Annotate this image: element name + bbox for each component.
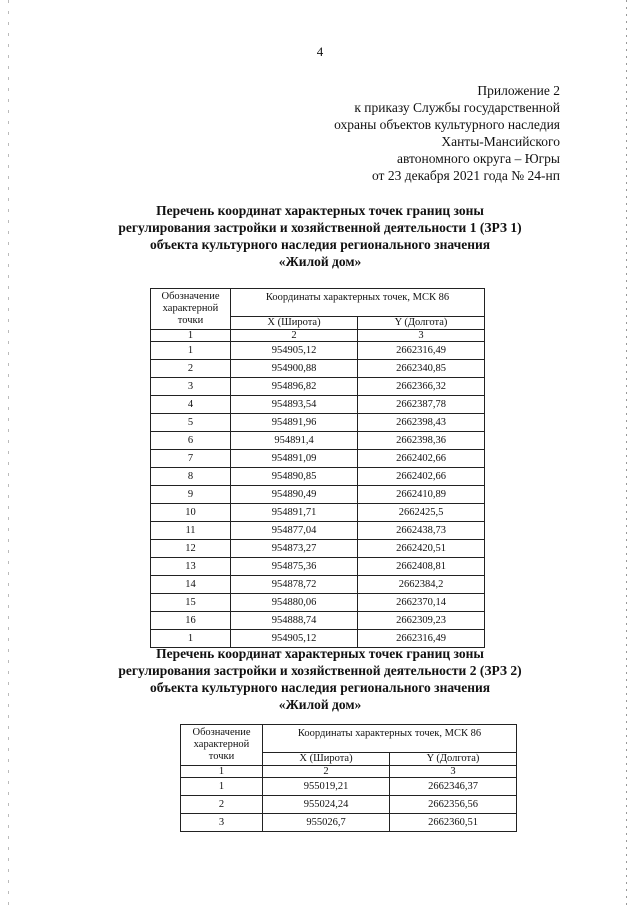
x-cell: 954873,27 [231, 540, 358, 558]
x-cell: 954888,74 [231, 612, 358, 630]
header-coords: Координаты характерных точек, МСК 86 [231, 289, 485, 317]
point-cell: 11 [151, 522, 231, 540]
scan-edge-right [626, 0, 627, 905]
table-row [151, 360, 485, 378]
x-cell: 954891,96 [231, 414, 358, 432]
table-row [151, 576, 485, 594]
table-body [181, 778, 517, 832]
title-line: «Жилой дом» [278, 254, 362, 269]
appendix-block [334, 82, 560, 184]
y-cell: 2662387,78 [358, 396, 485, 414]
point-cell: 1 [181, 778, 263, 796]
y-cell: 2662309,23 [358, 612, 485, 630]
table-row [151, 450, 485, 468]
appendix-line: охраны объектов культурного наследия [334, 117, 560, 132]
y-cell: 2662316,49 [358, 342, 485, 360]
x-cell: 954893,54 [231, 396, 358, 414]
point-cell: 14 [151, 576, 231, 594]
point-cell: 15 [151, 594, 231, 612]
y-cell: 2662398,43 [358, 414, 485, 432]
header-point: Обозначение характерной точки [151, 289, 231, 330]
y-cell: 2662316,49 [358, 630, 485, 648]
x-cell: 954900,88 [231, 360, 358, 378]
x-cell: 954905,12 [231, 630, 358, 648]
table-row [151, 342, 485, 360]
header-y: Y (Долгота) [390, 753, 517, 766]
title-line: «Жилой дом» [278, 697, 362, 712]
point-cell: 8 [151, 468, 231, 486]
x-cell: 954896,82 [231, 378, 358, 396]
y-cell: 2662438,73 [358, 522, 485, 540]
table-row [151, 612, 485, 630]
x-cell: 954880,06 [231, 594, 358, 612]
title-line: регулирования застройки и хозяйственной деятельности 2 (ЗРЗ 2) [118, 663, 522, 678]
appendix-line: Ханты-Мансийского [441, 134, 560, 149]
col-number: 1 [151, 330, 231, 342]
table-row [151, 594, 485, 612]
appendix-line: от 23 декабря 2021 года № 24-нп [371, 168, 560, 183]
point-cell: 3 [181, 814, 263, 832]
y-cell: 2662360,51 [390, 814, 517, 832]
point-cell: 2 [181, 796, 263, 814]
y-cell: 2662420,51 [358, 540, 485, 558]
table-row [181, 814, 517, 832]
x-cell: 954891,09 [231, 450, 358, 468]
appendix-line: Приложение 2 [477, 83, 560, 98]
table-body [151, 342, 485, 648]
table-row [151, 558, 485, 576]
point-cell: 5 [151, 414, 231, 432]
title-line: объекта культурного наследия регионального значения [149, 237, 491, 252]
point-cell: 1 [151, 630, 231, 648]
page-number: 4 [316, 44, 324, 59]
x-cell: 954890,85 [231, 468, 358, 486]
title-line: Перечень координат характерных точек границ зоны [156, 203, 484, 218]
table-row [181, 778, 517, 796]
table-row [151, 486, 485, 504]
col-number: 2 [263, 766, 390, 778]
col-number: 3 [358, 330, 485, 342]
x-cell: 955019,21 [263, 778, 390, 796]
section2-title [0, 645, 640, 713]
scan-edge-left [8, 0, 9, 905]
y-cell: 2662370,14 [358, 594, 485, 612]
header-point: Обозначение характерной точки [181, 725, 263, 766]
point-cell: 2 [151, 360, 231, 378]
x-cell: 955026,7 [263, 814, 390, 832]
y-cell: 2662346,37 [390, 778, 517, 796]
point-cell: 1 [151, 342, 231, 360]
y-cell: 2662340,85 [358, 360, 485, 378]
y-cell: 2662425,5 [358, 504, 485, 522]
x-cell: 955024,24 [263, 796, 390, 814]
col-number: 3 [390, 766, 517, 778]
col-number: 1 [181, 766, 263, 778]
x-cell: 954890,49 [231, 486, 358, 504]
y-cell: 2662366,32 [358, 378, 485, 396]
x-cell: 954891,71 [231, 504, 358, 522]
table-row [151, 396, 485, 414]
point-cell: 3 [151, 378, 231, 396]
point-cell: 4 [151, 396, 231, 414]
y-cell: 2662410,89 [358, 486, 485, 504]
x-cell: 954878,72 [231, 576, 358, 594]
title-line: объекта культурного наследия регионального значения [149, 680, 491, 695]
point-cell: 9 [151, 486, 231, 504]
table-row [181, 796, 517, 814]
x-cell: 954875,36 [231, 558, 358, 576]
col-number: 2 [231, 330, 358, 342]
table-row [151, 504, 485, 522]
y-cell: 2662402,66 [358, 450, 485, 468]
header-coords: Координаты характерных точек, МСК 86 [263, 725, 517, 753]
y-cell: 2662384,2 [358, 576, 485, 594]
x-cell: 954905,12 [231, 342, 358, 360]
point-cell: 7 [151, 450, 231, 468]
point-cell: 16 [151, 612, 231, 630]
y-cell: 2662356,56 [390, 796, 517, 814]
table-row [151, 378, 485, 396]
table-row [151, 432, 485, 450]
point-cell: 13 [151, 558, 231, 576]
point-cell: 12 [151, 540, 231, 558]
section1-title [0, 202, 640, 270]
header-x: X (Широта) [231, 317, 358, 330]
title-line: регулирования застройки и хозяйственной деятельности 1 (ЗРЗ 1) [118, 220, 522, 235]
x-cell: 954877,04 [231, 522, 358, 540]
coordinates-table-zrz1 [150, 288, 485, 648]
appendix-line: к приказу Службы государственной [354, 100, 560, 115]
y-cell: 2662398,36 [358, 432, 485, 450]
table-row [151, 468, 485, 486]
point-cell: 6 [151, 432, 231, 450]
title-line: Перечень координат характерных точек границ зоны [156, 646, 484, 661]
table-row [151, 540, 485, 558]
table-row [151, 522, 485, 540]
coordinates-table-zrz2 [180, 724, 517, 832]
table-row [151, 414, 485, 432]
point-cell: 10 [151, 504, 231, 522]
y-cell: 2662408,81 [358, 558, 485, 576]
y-cell: 2662402,66 [358, 468, 485, 486]
appendix-line: автономного округа – Югры [397, 151, 560, 166]
x-cell: 954891,4 [231, 432, 358, 450]
header-y: Y (Долгота) [358, 317, 485, 330]
header-x: X (Широта) [263, 753, 390, 766]
